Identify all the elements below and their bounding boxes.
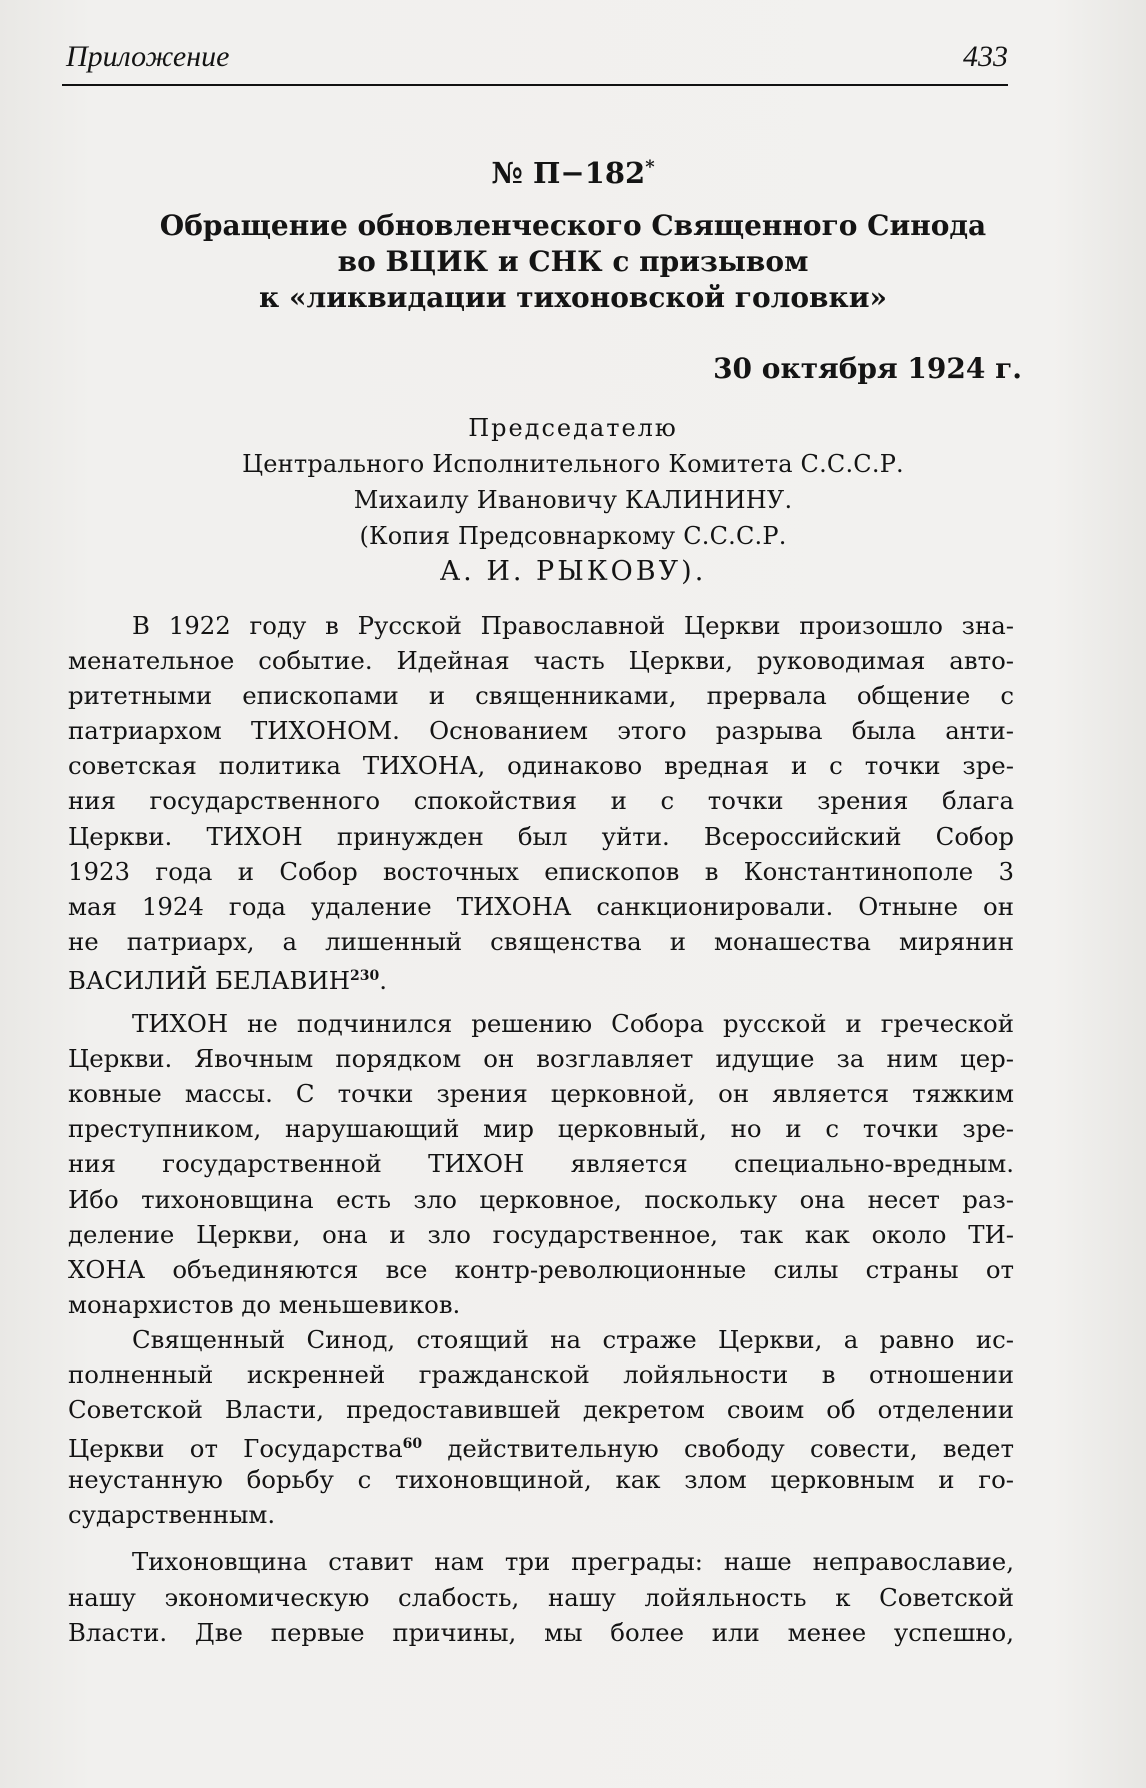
document-title — [0, 208, 1146, 316]
text-line: Церкви. Явочным порядком он возглавляет идущие за ним цер- — [68, 1044, 1014, 1074]
text-line — [68, 1427, 1014, 1462]
document-number-mark: * — [645, 156, 655, 178]
document-date: 30 октября 1924 г. — [713, 352, 1022, 385]
text-line: Священный Синод, стоящий на страже Церкви, а равно ис- — [132, 1324, 1014, 1354]
text-line: ния государственной ТИХОН является специально-вредным. — [68, 1149, 1014, 1179]
address-block — [0, 410, 1146, 590]
text-line: Церкви. ТИХОН принужден был уйти. Всероссийский Собор — [68, 821, 1014, 851]
text-run: действительную свободу совести, ведет — [422, 1434, 1014, 1464]
text-line: ния государственного спокойствия и с точки зрения блага — [68, 786, 1014, 816]
document-body — [68, 608, 1014, 1650]
text-line: В 1922 году в Русской Православной Церкви произошло зна- — [132, 611, 1014, 640]
text-line: ритетными епископами и священниками, прервала общение с — [68, 681, 1014, 711]
text-line: полненный искренней гражданской лойяльности в отношении — [68, 1359, 1014, 1389]
address-line: Центрального Исполнительного Комитета С.С.С.Р. — [242, 450, 904, 478]
title-line: во ВЦИК и СНК с призывом — [337, 245, 809, 278]
title-line: Обращение обновленческого Священного Синода — [159, 209, 987, 242]
section-title: Приложение — [66, 40, 230, 73]
title-line: к «ликвидации тихоновской головки» — [259, 281, 887, 314]
address-line: А. И. РЫКОВУ). — [439, 556, 707, 587]
page-number: 433 — [963, 40, 1008, 73]
text-line: сударственным. — [68, 1500, 276, 1530]
document-number-text: № П−182 — [491, 156, 646, 190]
text-line: менательное событие. Идейная часть Церкви, руководимая авто- — [68, 646, 1014, 676]
address-line: Михаилу Ивановичу КАЛИНИНУ. — [353, 486, 793, 514]
text-line: Власти. Две первые причины, мы более или менее успешно, — [68, 1617, 1014, 1647]
text-line: ХОНА объединяются все контр-революционные силы страны от — [68, 1254, 1014, 1284]
text-line: 1923 года и Собор восточных епископов в Константинополе 3 — [68, 856, 1014, 886]
text-run: ВАСИЛИЙ БЕЛАВИН — [68, 966, 350, 996]
text-line — [68, 959, 1014, 994]
text-run: . — [379, 966, 387, 996]
text-line: Советской Власти, предоставившей декретом своим об отделении — [68, 1395, 1014, 1425]
text-line: Тихоновщина ставит нам три преграды: наше неправославие, — [132, 1547, 1014, 1577]
text-line: не патриарх, а лишенный священства и монашества мирянин — [68, 926, 1014, 956]
text-line: ковные массы. С точки зрения церковной, он является тяжким — [68, 1079, 1014, 1109]
text-run: Церкви от Государства — [68, 1434, 403, 1464]
text-line: мая 1924 года удаление ТИХОНА санкционировали. Отныне он — [68, 891, 1014, 921]
footnote-ref: 230 — [350, 967, 380, 984]
text-line: монархистов до меньшевиков. — [68, 1289, 461, 1319]
footnote-ref: 60 — [402, 1436, 423, 1453]
text-line: ТИХОН не подчинился решению Собора русской и греческой — [132, 1009, 1014, 1039]
address-line: Председателю — [468, 414, 678, 442]
text-line: преступником, нарушающий мир церковный, но и с точки зре- — [68, 1114, 1014, 1144]
running-header — [62, 36, 1008, 86]
text-line: советская политика ТИХОНА, одинаково вредная и с точки зре- — [68, 751, 1014, 781]
text-line: неустанную борьбу с тихоновщиной, как злом церковным и го- — [68, 1465, 1014, 1495]
text-line: патриархом ТИХОНОМ. Основанием этого разрыва была анти- — [68, 716, 1014, 746]
address-line: (Копия Предсовнаркому С.С.С.Р. — [359, 522, 787, 550]
text-line: нашу экономическую слабость, нашу лойяльность к Советской — [68, 1582, 1014, 1612]
text-line: деление Церкви, она и зло государственное, так как около ТИ- — [68, 1219, 1014, 1249]
document-number — [0, 156, 1146, 190]
text-line: Ибо тихоновщина есть зло церковное, поскольку она несет раз- — [68, 1184, 1014, 1214]
